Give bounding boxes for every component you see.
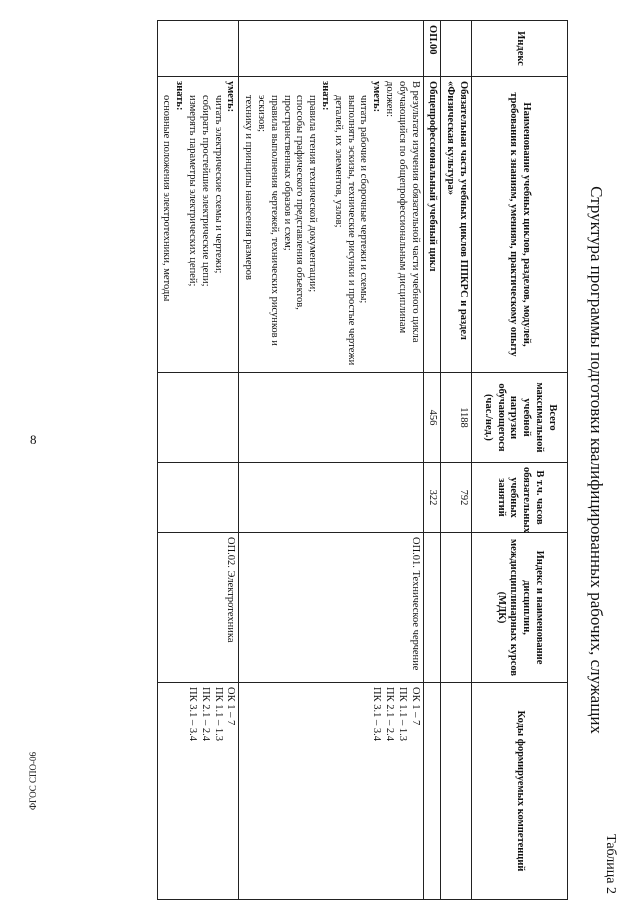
op02-requirements <box>157 77 239 373</box>
op01-intro: В результате изучения обязательной части учебного цикла обучающийся по общепрофессиональным дисциплинам должен: <box>384 81 421 343</box>
mandatory-req: 792 <box>441 463 472 533</box>
op01-know-heading: знать: <box>320 81 332 111</box>
op-max: 456 <box>423 373 441 463</box>
op01-able-heading: уметь: <box>371 81 383 113</box>
op02-able-heading: уметь: <box>225 81 237 113</box>
structure-table <box>157 20 568 900</box>
mandatory-part-name: Обязательная часть учебных циклов ППКРС и раздел «Физическая культура» <box>441 77 472 373</box>
op-req: 322 <box>423 463 441 533</box>
caption-row <box>568 20 620 900</box>
header-codes: Коды формируемых компетенций <box>472 683 568 900</box>
header-disciplines: Индекс и наименование дисциплин, междисциплинарных курсов (МДК) <box>472 533 568 683</box>
op02-codes: ОК 1 – 7 ПК 1.1 – 1.3 ПК 2.1 – 2.4 ПК 3.1 – 3.4 <box>157 683 239 900</box>
header-max-load: Всего максимальной учебной нагрузки обучающегося (час./нед.) <box>472 373 568 463</box>
header-required: В т.ч. часов обязательных учебных занятий <box>472 463 568 533</box>
header-name: Наименование учебных циклов, разделов, модулей, требования к знаниям, умениям, практическому опыту <box>472 77 568 373</box>
table-row <box>423 21 441 900</box>
list-item: читать рабочие и сборочные чертежи и схемы; <box>358 95 370 304</box>
list-item: технику и принципы нанесения размеров <box>243 95 255 280</box>
list-item: правила чтения технической документации; <box>307 95 319 293</box>
list-item: собирать простейшие электрические цепи; <box>199 95 211 287</box>
mandatory-max: 1188 <box>441 373 472 463</box>
op01-discipline: ОП.01. Техническое черчение <box>239 533 423 683</box>
table-label: Таблица 2 <box>603 834 618 894</box>
op02-discipline: ОП.02. Электротехника <box>157 533 239 683</box>
footer-code: ФГОС СПО-06 <box>28 752 38 810</box>
list-item: измерять параметры электрических цепей; <box>187 95 199 287</box>
op01-codes: ОК 1 – 7 ПК 1.1 – 1.3 ПК 2.1 – 2.4 ПК 3.1 – 3.4 <box>239 683 423 900</box>
table-row <box>441 21 472 900</box>
list-item: читать электрические схемы и чертежи; <box>212 95 224 274</box>
header-row <box>472 21 568 900</box>
page-number: 8 <box>30 432 37 447</box>
document-title: Структура программы подготовки квалифицированных рабочих, служащих <box>587 186 606 734</box>
table-row <box>239 21 423 900</box>
list-item: способы графического представления объектов, пространственных образов и схем; <box>281 95 306 310</box>
list-item: правила выполнения чертежей, технических рисунков и эскизов; <box>256 95 280 346</box>
op-index: ОП.00 <box>423 21 441 77</box>
list-item: основные положения электротехники, методы <box>161 95 173 302</box>
header-index: Индекс <box>472 21 568 77</box>
op02-know-heading: знать: <box>174 81 186 111</box>
rotated-sheet <box>100 20 620 900</box>
list-item: выполнять эскизы, технические рисунки и простые чертежи деталей, их элементов, узлов; <box>332 95 357 366</box>
table-row <box>157 21 239 900</box>
op01-requirements <box>239 77 423 373</box>
op-name: Общепрофессиональный учебный цикл <box>423 77 441 373</box>
